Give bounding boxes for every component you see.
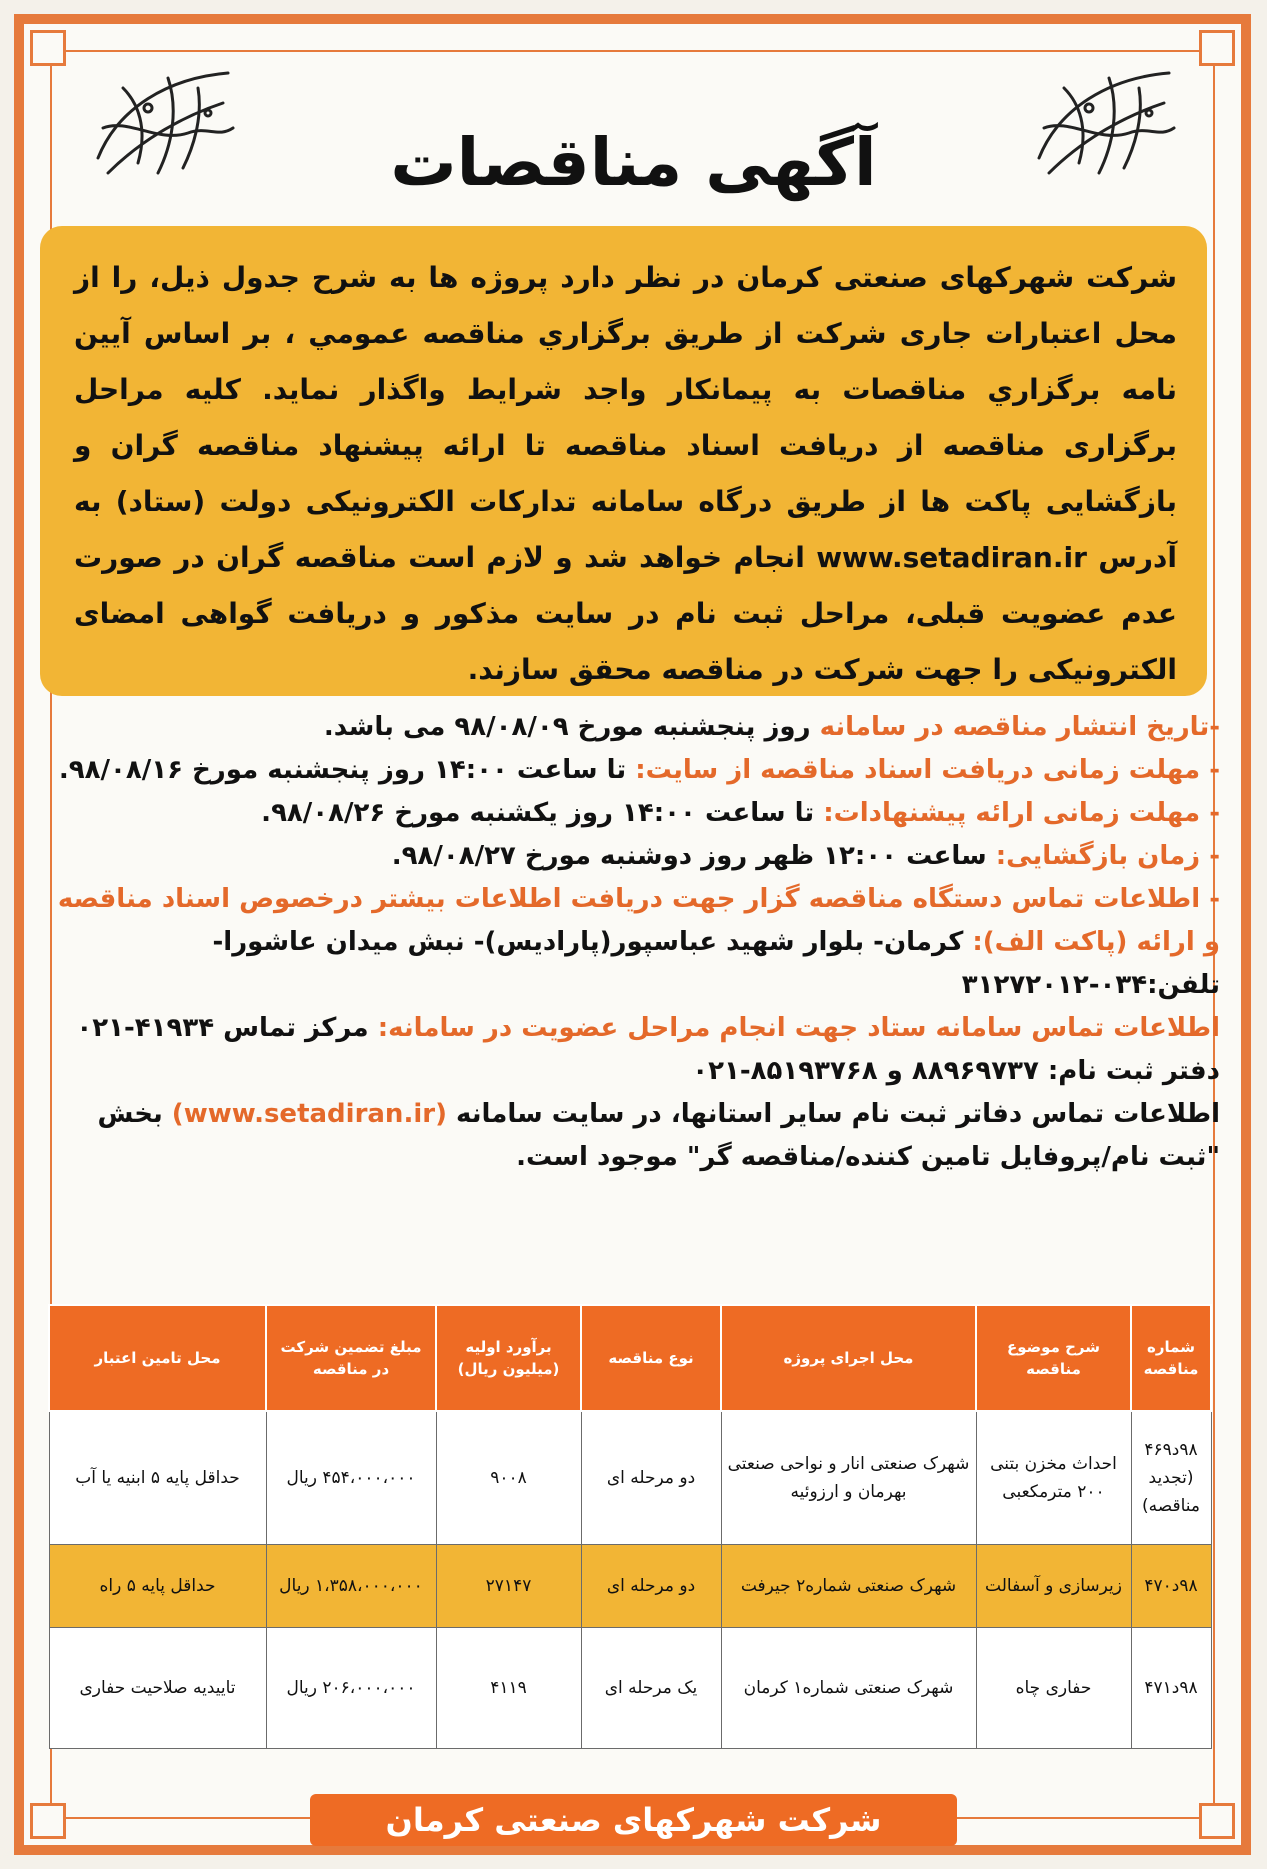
registry-line: دفتر ثبت نام: ۸۸۹۶۹۷۳۷ و ۸۵۱۹۳۷۶۸-۰۲۱ — [692, 1056, 1220, 1086]
cell-tender-number: ۹۸د۴۷۱ — [1131, 1628, 1211, 1749]
cell-funding: تاییدیه صلاحیت حفاری — [49, 1628, 266, 1749]
other-provinces-suffix: بخش "ثبت نام/پروفایل تامین کننده/مناقصه گر" موجود است. — [97, 1099, 1220, 1172]
header-tender-number: شماره مناقصه — [1131, 1305, 1211, 1411]
docs-deadline-value: تا ساعت ۱۴:۰۰ روز پنجشنبه مورخ ۹۸/۰۸/۱۶. — [58, 755, 627, 785]
header-location: محل اجرای پروژه — [721, 1305, 976, 1411]
frame-corner — [30, 30, 66, 66]
header-estimate: برآورد اولیه (میلیون ریال) — [436, 1305, 581, 1411]
header-tender-type: نوع مناقصه — [581, 1305, 721, 1411]
page-title: آگهی مناقصات — [390, 124, 877, 202]
frame-corner — [1199, 30, 1235, 66]
cell-estimate: ۲۷۱۴۷ — [436, 1545, 581, 1628]
setad-label: اطلاعات تماس سامانه ستاد جهت انجام مراحل عضویت در سامانه: — [377, 1013, 1220, 1043]
intro-box: شرکت شهرکهای صنعتی کرمان در نظر دارد پروژه ها به شرح جدول ذیل، را از محل اعتبارات جاری شرکت از طریق برگزاري مناقصه عمومي ، بر اساس آیین نامه برگزاري مناقصات به پیمانکار واجد شرایط واگذار نماید. کلیه مراحل برگزاری مناقصه از دریافت اسناد مناقصه تا ارائه پیشنهاد مناقصه گران و بازگشایی پاکت ها از طریق درگاه سامانه تدارکات الکترونیکی دولت (ستاد) به آدرس www.setadiran.ir انجام خواهد شد و لازم است مناقصه گران در صورت عدم عضویت قبلی، مراحل ثبت نام در سایت مذکور و دریافت گواهی امضای الکترونیکی را جهت شرکت در مناقصه محقق سازند. — [40, 226, 1207, 696]
cell-guarantee: ۲۰۶،۰۰۰،۰۰۰ ریال — [266, 1628, 436, 1749]
contact-line — [48, 878, 1220, 1007]
cell-tender-type: یک مرحله ای — [581, 1628, 721, 1749]
cell-subject: حفاری چاه — [976, 1628, 1131, 1749]
table-row — [49, 1628, 1211, 1749]
offers-deadline-label: - مهلت زمانی ارائه پیشنهادات: — [823, 798, 1220, 828]
setad-value: مرکز تماس ۴۱۹۳۴-۰۲۱ — [76, 1013, 369, 1043]
contact-value: کرمان- بلوار شهید عباسپور(پارادیس)- نبش میدان عاشورا- تلفن:۰۳۴-۳۱۲۷۲۰۱۲ — [212, 927, 1220, 1000]
cell-guarantee: ۱،۳۵۸،۰۰۰،۰۰۰ ریال — [266, 1545, 436, 1628]
opening-line — [48, 835, 1220, 878]
company-logo-left — [78, 48, 248, 198]
docs-deadline-line — [48, 749, 1220, 792]
tenders-table — [50, 1304, 1212, 1749]
table-row — [49, 1411, 1211, 1545]
publish-value: روز پنجشنبه مورخ ۹۸/۰۸/۰۹ می باشد. — [323, 712, 811, 742]
cell-tender-type: دو مرحله ای — [581, 1411, 721, 1545]
other-provinces-prefix: اطلاعات تماس دفاتر ثبت نام سایر استانها، در سایت سامانه — [456, 1099, 1220, 1129]
offers-deadline-line — [48, 792, 1220, 835]
cell-estimate: ۴۱۱۹ — [436, 1628, 581, 1749]
header-funding: محل تامین اعتبار — [49, 1305, 266, 1411]
cell-estimate: ۹۰۰۸ — [436, 1411, 581, 1545]
cell-location: شهرک صنعتی شماره۲ جیرفت — [721, 1545, 976, 1628]
footer-banner: شرکت شهرکهای صنعتی کرمان — [310, 1794, 957, 1846]
publish-label: -تاریخ انتشار مناقصه در سامانه — [819, 712, 1220, 742]
cell-subject: احداث مخزن بتنی ۲۰۰ مترمکعبی — [976, 1411, 1131, 1545]
setad-line — [48, 1007, 1220, 1050]
cell-subject: زیرسازی و آسفالت — [976, 1545, 1131, 1628]
frame-corner — [1199, 1803, 1235, 1839]
tender-details — [48, 706, 1220, 1179]
cell-tender-number: ۹۸د۴۷۰ — [1131, 1545, 1211, 1628]
frame-corner — [30, 1803, 66, 1839]
contact-label: - اطلاعات تماس دستگاه مناقصه گزار جهت دریافت اطلاعات بیشتر درخصوص اسناد مناقصه و ارائه (پاکت الف): — [57, 884, 1220, 957]
opening-label: - زمان بازگشایی: — [995, 841, 1220, 871]
header-guarantee: مبلغ تضمین شرکت در مناقصه — [266, 1305, 436, 1411]
offers-deadline-value: تا ساعت ۱۴:۰۰ روز یکشنبه مورخ ۹۸/۰۸/۲۶. — [261, 798, 815, 828]
cell-location: شهرک صنعتی شماره۱ کرمان — [721, 1628, 976, 1749]
opening-value: ساعت ۱۲:۰۰ ظهر روز دوشنبه مورخ ۹۸/۰۸/۲۷. — [391, 841, 987, 871]
table-row — [49, 1545, 1211, 1628]
cell-funding: حداقل پایه ۵ ابنیه یا آب — [49, 1411, 266, 1545]
publish-line — [48, 706, 1220, 749]
cell-guarantee: ۴۵۴،۰۰۰،۰۰۰ ریال — [266, 1411, 436, 1545]
docs-deadline-label: - مهلت زمانی دریافت اسناد مناقصه از سایت: — [635, 755, 1220, 785]
cell-tender-type: دو مرحله ای — [581, 1545, 721, 1628]
table-header-row — [49, 1305, 1211, 1411]
other-provinces-line — [48, 1093, 1220, 1179]
header-subject: شرح موضوع مناقصه — [976, 1305, 1131, 1411]
company-logo-right — [1019, 48, 1189, 198]
setad-link[interactable]: (www.setadiran.ir) — [171, 1099, 447, 1129]
cell-location: شهرک صنعتی انار و نواحی صنعتی بهرمان و ارزوئیه — [721, 1411, 976, 1545]
cell-tender-number: ۹۸د۴۶۹ (تجدید مناقصه) — [1131, 1411, 1211, 1545]
cell-funding: حداقل پایه ۵ راه — [49, 1545, 266, 1628]
